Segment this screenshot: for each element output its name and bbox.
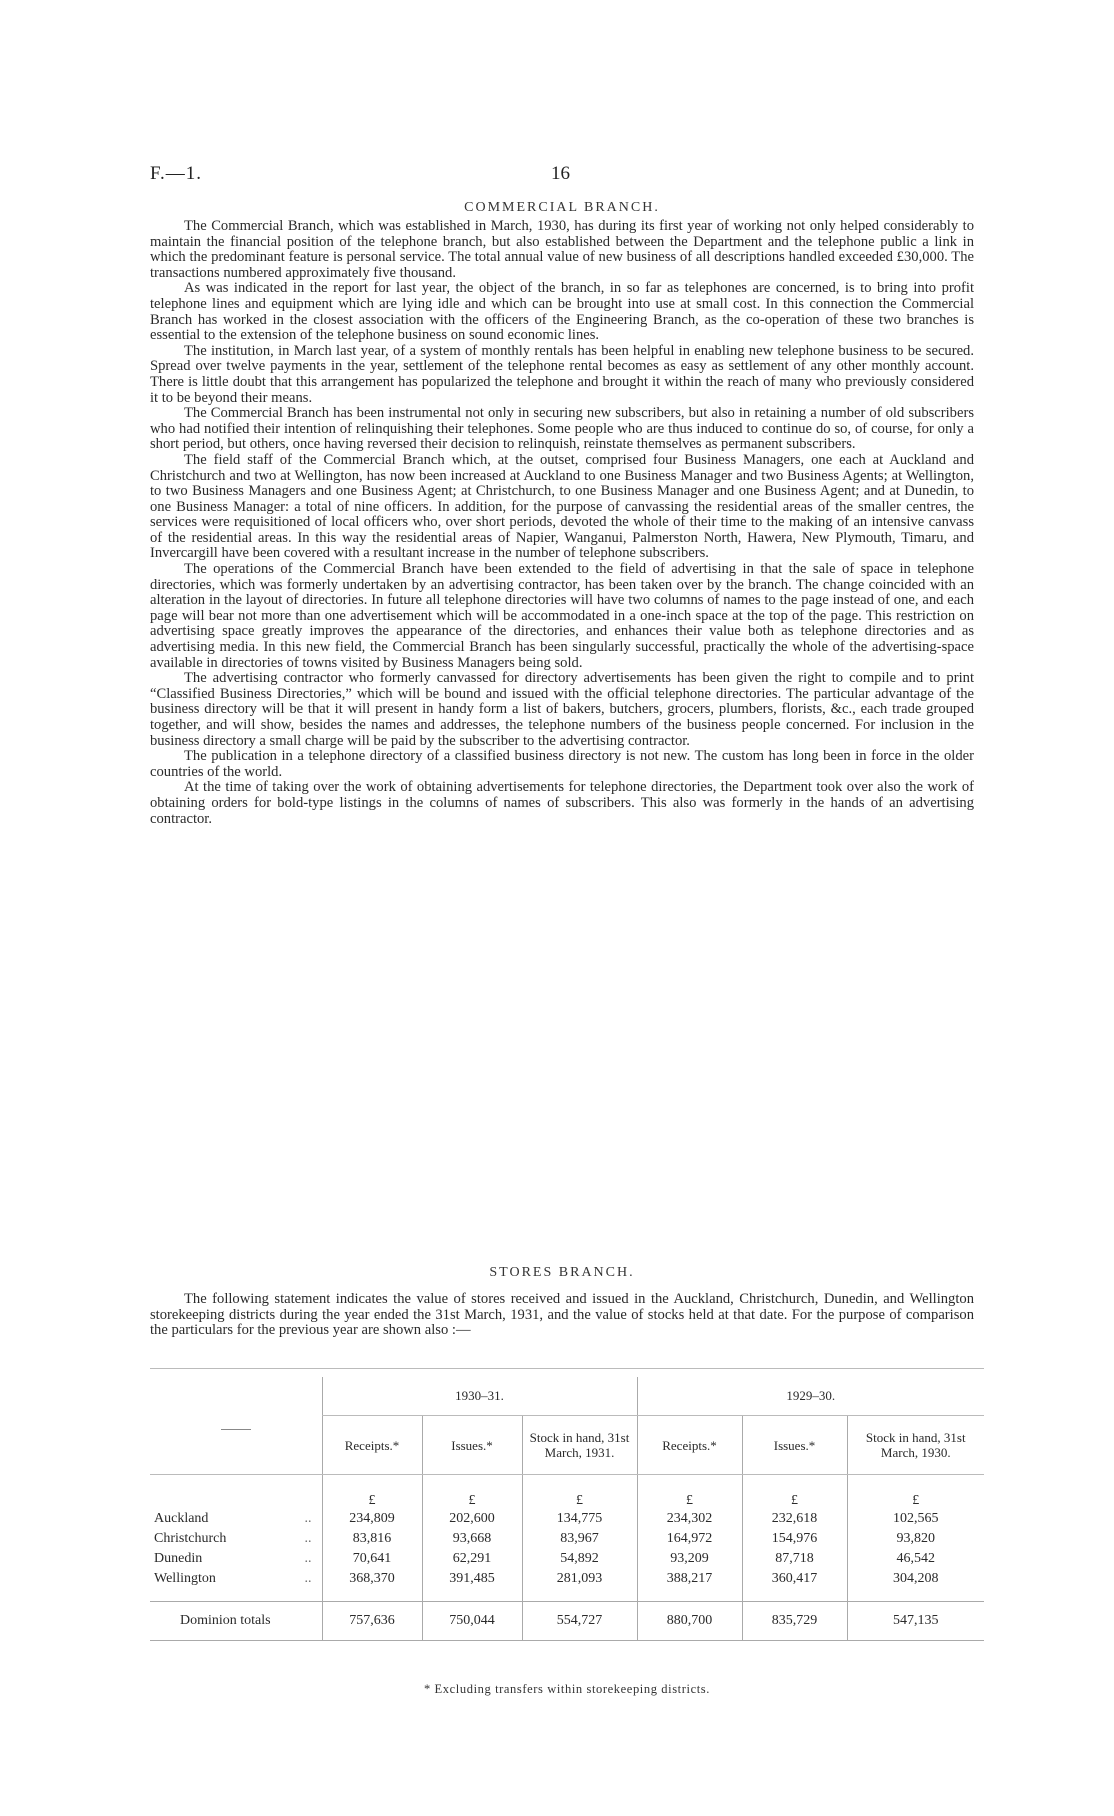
page-number: 16 xyxy=(551,163,570,184)
stores-branch-heading: STORES BRANCH. xyxy=(489,1265,635,1280)
value-cell: 368,370 xyxy=(322,1569,422,1589)
paragraph: At the time of taking over the work of obtaining advertisements for telephone directories, the Department took over also the work of obtaining orders for bold-type listings in the columns of names of subscribers. This also was formerly in the hands of an advertising contractor. xyxy=(150,779,974,827)
total-cell: 547,135 xyxy=(847,1601,984,1640)
paragraph: The institution, in March last year, of a system of monthly rentals has been helpful in enabling new telephone business to be secured. Spread over twelve payments in the year, settlement of the telephone rental becomes as easy as settlement of any other monthly account. There is little doubt that this arrangement has popularized the telephone and brought it within the reach of many who previously considered it to be beyond their means. xyxy=(150,342,974,406)
value-cell: 93,668 xyxy=(422,1529,522,1549)
paragraph: As was indicated in the report for last year, the object of the branch, in so far as telephones are concerned, is to bring into profit telephone lines and equipment which are lying idle and which can be brought into use at small cost. In this connection the Commercial Branch has worked in the closest association with the officers of the Engineering Branch, as the co-operation of these two branches is essential to the extension of the telephone business on sound economic lines. xyxy=(150,280,974,344)
total-cell: 750,044 xyxy=(422,1601,522,1640)
value-cell: 234,809 xyxy=(322,1509,422,1529)
totals-label: Dominion totals xyxy=(150,1601,322,1640)
total-cell: 835,729 xyxy=(742,1601,847,1640)
stores-table xyxy=(150,1368,984,1641)
issues-1930-header: Issues.* xyxy=(742,1416,847,1475)
value-cell: 202,600 xyxy=(422,1509,522,1529)
year-previous-header: 1929–30. xyxy=(637,1377,984,1416)
currency-row xyxy=(150,1475,984,1510)
receipts-1930-header: Receipts.* xyxy=(637,1416,742,1475)
value-cell: 54,892 xyxy=(522,1549,637,1569)
currency-symbol: £ xyxy=(742,1475,847,1510)
district-cell: Dunedin .. xyxy=(154,1551,312,1566)
currency-symbol: £ xyxy=(637,1475,742,1510)
paragraph: The Commercial Branch, which was established in March, 1930, has during its first year of working not only helped considerably to maintain the financial position of the telephone branch, but also established between the Department and the telephone public a link in which the predominant feature is personal service. The total annual value of new business of all descriptions handled exceeded £30,000. The transactions numbered approximately five thousand. xyxy=(150,218,974,281)
value-cell: 83,816 xyxy=(322,1529,422,1549)
table-row xyxy=(150,1569,984,1589)
paragraph: The following statement indicates the value of stores received and issued in the Auckland, Christchurch, Dunedin, and Wellington storekeeping districts during the year ended the 31st March, 1931, and the value of stocks held at that date. For the purpose of comparison the particulars for the previous year are shown also :— xyxy=(150,1291,974,1339)
currency-symbol: £ xyxy=(522,1475,637,1510)
paragraph: The advertising contractor who formerly canvassed for directory advertisements has been given the right to compile and to print “Classified Business Directories,” which will be bound and issued with the official telephone directories. The particular advantage of the business directory will be that it will present in handy form a list of bakers, butchers, grocers, plumbers, florists, &c., each trade grouped together, and will show, besides the names and addresses, the telephone numbers of the business people concerned. For inclusion in the business directory a small charge will be paid by the subscriber to the advertising contractor. xyxy=(150,670,974,749)
commercial-branch-text xyxy=(150,219,974,827)
issues-1931-header: Issues.* xyxy=(422,1416,522,1475)
value-cell: 388,217 xyxy=(637,1569,742,1589)
paragraph: The operations of the Commercial Branch have been extended to the field of advertising in that the sale of space in telephone directories, which was formerly undertaken by an advertising contractor, has been taken over by the branch. The change coincided with an alteration in the layout of directories. In future all telephone directories will have two columns of names to the page instead of one, and each page will bear not more than one advertisement which will be accommodated in a one-inch space at the top of the page. This restriction on advertising space greatly improves the appearance of the directories, and enhances their value both as telephone directories and as advertising media. In this new field, the Commercial Branch has been singularly successful, practically the whole of the advertising-space available in directories of towns visited by Business Managers being sold. xyxy=(150,561,974,671)
paragraph: The Commercial Branch has been instrumental not only in securing new subscribers, but also in retaining a number of old subscribers who had notified their intention of relinquishing their telephones. Some people who are thus induced to continue do so, of course, for only a short period, but others, once having reversed their decision to relinquish, reinstate themselves as permanent subscribers. xyxy=(150,405,974,453)
currency-symbol: £ xyxy=(322,1475,422,1510)
district-column-header xyxy=(150,1377,322,1475)
currency-symbol: £ xyxy=(847,1475,984,1510)
value-cell: 360,417 xyxy=(742,1569,847,1589)
stores-branch-intro xyxy=(150,1292,974,1339)
district-cell: Auckland .. xyxy=(154,1511,312,1526)
district-cell: Christchurch .. xyxy=(154,1531,312,1546)
value-cell: 70,641 xyxy=(322,1549,422,1569)
table-row xyxy=(150,1509,984,1529)
stock-1931-header: Stock in hand, 31st March, 1931. xyxy=(522,1416,637,1475)
value-cell: 234,302 xyxy=(637,1509,742,1529)
value-cell: 102,565 xyxy=(847,1509,984,1529)
value-cell: 134,775 xyxy=(522,1509,637,1529)
value-cell: 164,972 xyxy=(637,1529,742,1549)
value-cell: 87,718 xyxy=(742,1549,847,1569)
table-row xyxy=(150,1529,984,1549)
year-current-header: 1930–31. xyxy=(322,1377,637,1416)
value-cell: 93,820 xyxy=(847,1529,984,1549)
paragraph: The publication in a telephone directory of a classified business directory is not new. The custom has long been in force in the older countries of the world. xyxy=(150,748,974,780)
year-header-row xyxy=(150,1377,984,1416)
commercial-branch-heading: COMMERCIAL BRANCH. xyxy=(464,200,660,215)
value-cell: 46,542 xyxy=(847,1549,984,1569)
total-cell: 880,700 xyxy=(637,1601,742,1640)
totals-row xyxy=(150,1601,984,1640)
receipts-1931-header: Receipts.* xyxy=(322,1416,422,1475)
table-footnote: * Excluding transfers within storekeeping districts. xyxy=(423,1682,710,1696)
stock-1930-header: Stock in hand, 31st March, 1930. xyxy=(847,1416,984,1475)
table-row xyxy=(150,1549,984,1569)
district-cell: Wellington .. xyxy=(154,1571,312,1586)
currency-symbol: £ xyxy=(422,1475,522,1510)
value-cell: 154,976 xyxy=(742,1529,847,1549)
total-cell: 757,636 xyxy=(322,1601,422,1640)
value-cell: 83,967 xyxy=(522,1529,637,1549)
value-cell: 391,485 xyxy=(422,1569,522,1589)
dash-mark xyxy=(221,1429,251,1430)
value-cell: 62,291 xyxy=(422,1549,522,1569)
total-cell: 554,727 xyxy=(522,1601,637,1640)
value-cell: 93,209 xyxy=(637,1549,742,1569)
value-cell: 281,093 xyxy=(522,1569,637,1589)
value-cell: 232,618 xyxy=(742,1509,847,1529)
document-reference: F.—1. xyxy=(150,163,203,184)
value-cell: 304,208 xyxy=(847,1569,984,1589)
paragraph: The field staff of the Commercial Branch which, at the outset, comprised four Business Managers, one each at Auckland and Christchurch and two at Wellington, has now been increased at Auckland to one Business Manager and two Business Agents; at Wellington, to two Business Managers and one Business Agent; at Christchurch, to one Business Manager and one Business Agent; and at Dunedin, to one Business Manager: a total of nine officers. In addition, for the purpose of canvassing the residential areas of the smaller centres, the services were requisitioned of local officers who, over short periods, devoted the whole of their time to the making of an intensive canvass of the residential areas. In this way the residential areas of Napier, Wanganui, Palmerston North, Hawera, New Plymouth, Timaru, and Invercargill have been covered with a resultant increase in the number of telephone subscribers. xyxy=(150,451,974,562)
